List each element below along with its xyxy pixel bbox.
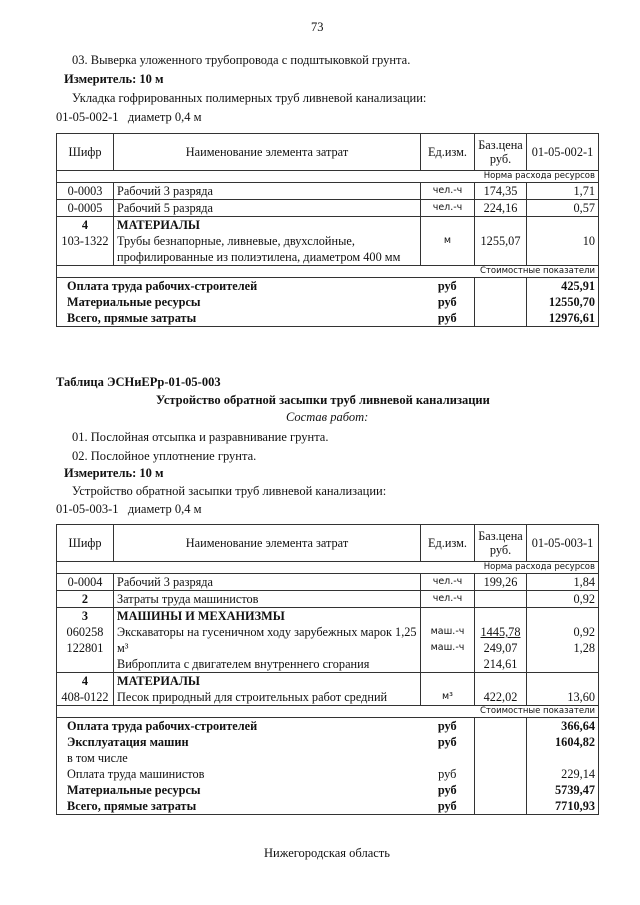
work-item: 03. Выверка уложенного трубопровода с подштыковкой грунта.	[72, 53, 411, 67]
resource-unit: чел.-ч	[432, 576, 463, 587]
norm-label: Норма расхода ресурсов	[57, 562, 599, 574]
total-row	[57, 782, 599, 798]
total-value: 12550,70	[527, 294, 599, 310]
header-code: Шифр	[57, 134, 114, 171]
norm-label: Норма расхода ресурсов	[57, 171, 599, 183]
total-value: 425,91	[527, 278, 599, 295]
cost-label: Стоимостные показатели	[57, 706, 599, 718]
resource-code: 0-0005	[67, 201, 103, 215]
header-row	[57, 134, 599, 171]
row-code	[57, 217, 114, 266]
resource-unit: чел.-ч	[432, 202, 463, 213]
total-unit	[421, 750, 475, 766]
header-row	[57, 525, 599, 562]
group-name: МАШИНЫ И МЕХАНИЗМЫ	[117, 609, 285, 623]
table-row	[57, 591, 599, 608]
resource-code: 2	[81, 592, 89, 606]
total-row	[57, 278, 599, 295]
code-line: 01-05-002-1 диаметр 0,4 м	[56, 110, 202, 124]
row-value	[527, 183, 599, 200]
header-column-code: 01-05-003-1	[527, 525, 599, 562]
table-row	[57, 608, 599, 673]
row-price	[475, 574, 527, 591]
total-value: 7710,93	[527, 798, 599, 815]
total-label: Всего, прямые затраты	[57, 310, 421, 327]
resource-name: Виброплита с двигателем внутреннего сгорания	[117, 657, 370, 671]
resource-unit: чел.-ч	[432, 185, 463, 196]
description: Укладка гофрированных полимерных труб ливневой канализации:	[72, 91, 427, 105]
row-price	[475, 200, 527, 217]
row-value	[527, 591, 599, 608]
row-unit	[421, 183, 475, 200]
total-value	[527, 750, 599, 766]
header-column-code: 01-05-002-1	[527, 134, 599, 171]
total-price-empty	[475, 278, 527, 295]
row-unit	[421, 673, 475, 706]
resource-name: Рабочий 5 разряда	[117, 201, 214, 215]
total-value: 229,14	[527, 766, 599, 782]
row-price	[475, 183, 527, 200]
resource-value: 1,71	[573, 184, 595, 198]
resource-name: Песок природный для строительных работ средний	[117, 690, 388, 704]
resource-price: 199,26	[483, 575, 518, 589]
header-name: Наименование элемента затрат	[114, 134, 421, 171]
resource-unit: м³	[442, 691, 453, 702]
total-label: Материальные ресурсы	[57, 294, 421, 310]
row-value	[527, 574, 599, 591]
row-name	[114, 608, 421, 673]
total-row	[57, 734, 599, 750]
resource-price-secondary: 249,07	[483, 641, 518, 655]
table-title: Таблица ЭСНиЕРр-01-05-003	[56, 375, 221, 389]
row-name	[114, 200, 421, 217]
row-code	[57, 591, 114, 608]
row-price	[475, 673, 527, 706]
row-code	[57, 183, 114, 200]
header-code: Шифр	[57, 525, 114, 562]
total-unit: руб	[421, 766, 475, 782]
row-value	[527, 200, 599, 217]
table-row	[57, 200, 599, 217]
resource-price: 1255,07	[480, 234, 521, 248]
row-code	[57, 608, 114, 673]
header-name: Наименование элемента затрат	[114, 525, 421, 562]
resource-code: 122801	[66, 641, 104, 655]
total-label: Оплата труда рабочих-строителей	[57, 718, 421, 735]
row-price	[475, 217, 527, 266]
row-price	[475, 591, 527, 608]
table-row	[57, 217, 599, 266]
resource-value: 10	[582, 234, 595, 248]
total-label: Материальные ресурсы	[57, 782, 421, 798]
cost-section-row	[57, 706, 599, 718]
total-label: Всего, прямые затраты	[57, 798, 421, 815]
total-unit: руб	[421, 798, 475, 815]
row-unit	[421, 200, 475, 217]
resource-value: 0,92	[573, 592, 595, 606]
total-price-empty	[475, 294, 527, 310]
total-price-empty	[475, 310, 527, 327]
row-price	[475, 608, 527, 673]
row-code	[57, 574, 114, 591]
resource-unit: чел.-ч	[432, 593, 463, 604]
row-unit	[421, 591, 475, 608]
row-name	[114, 591, 421, 608]
norm-section-row	[57, 562, 599, 574]
total-row	[57, 766, 599, 782]
resource-name: Рабочий 3 разряда	[117, 184, 214, 198]
resource-price: 174,35	[483, 184, 518, 198]
total-label: Оплата труда рабочих-строителей	[57, 278, 421, 295]
row-name	[114, 673, 421, 706]
row-code	[57, 673, 114, 706]
estimate-table-2	[56, 524, 599, 815]
row-value	[527, 673, 599, 706]
table-row	[57, 574, 599, 591]
total-unit: руб	[421, 734, 475, 750]
resource-unit: маш.-ч	[430, 642, 465, 653]
row-name	[114, 217, 421, 266]
resource-price: 422,02	[483, 690, 518, 704]
work-item: 02. Послойное уплотнение грунта.	[72, 449, 257, 463]
total-row	[57, 798, 599, 815]
total-unit: руб	[421, 310, 475, 327]
resource-name: Трубы безнапорные, ливневые, двухслойные, профилированные из полиэтилена, диаметром 400 мм	[117, 234, 401, 264]
resource-unit: маш.-ч	[430, 626, 465, 637]
resource-value: 0,57	[573, 201, 595, 215]
norm-section-row	[57, 171, 599, 183]
measure: Измеритель: 10 м	[64, 466, 164, 480]
resource-price: 1445,78	[480, 625, 521, 639]
total-unit: руб	[421, 782, 475, 798]
footer-region: Нижегородская область	[264, 846, 390, 860]
total-value: 366,64	[527, 718, 599, 735]
total-value: 12976,61	[527, 310, 599, 327]
total-value: 1604,82	[527, 734, 599, 750]
resource-price: 214,61	[483, 657, 518, 671]
resource-value: 1,28	[573, 641, 595, 655]
row-unit	[421, 608, 475, 673]
resource-unit: м	[443, 235, 452, 246]
resource-code: 408-0122	[61, 690, 109, 704]
resource-value: 13,60	[567, 690, 595, 704]
row-unit	[421, 217, 475, 266]
total-label: Оплата труда машинистов	[57, 766, 421, 782]
estimate-table-1	[56, 133, 599, 327]
total-price-empty	[475, 782, 527, 798]
section-heading: Устройство обратной засыпки труб ливневой канализации	[156, 393, 490, 407]
total-value: 5739,47	[527, 782, 599, 798]
resource-name: Экскаваторы на гусеничном ходу зарубежных марок 1,25 м³	[117, 625, 417, 655]
total-price-empty	[475, 766, 527, 782]
page-number: 73	[311, 20, 324, 34]
total-price-empty	[475, 750, 527, 766]
row-name	[114, 574, 421, 591]
group-name: МАТЕРИАЛЫ	[117, 674, 201, 688]
header-price: Баз.цена руб.	[475, 134, 527, 171]
total-row	[57, 750, 599, 766]
cost-section-row	[57, 266, 599, 278]
header-unit: Ед.изм.	[421, 134, 475, 171]
resource-code: 103-1322	[61, 234, 109, 248]
resource-value: 0,92	[573, 625, 595, 639]
total-price-empty	[475, 734, 527, 750]
total-price-empty	[475, 798, 527, 815]
header-price: Баз.цена руб.	[475, 525, 527, 562]
resource-code: 060258	[66, 625, 104, 639]
table-row	[57, 183, 599, 200]
group-name: МАТЕРИАЛЫ	[117, 218, 201, 232]
group-number: 4	[81, 218, 89, 232]
section-subheading: Состав работ:	[286, 410, 369, 424]
group-number: 4	[81, 674, 89, 688]
row-value	[527, 608, 599, 673]
table-row	[57, 673, 599, 706]
code-line: 01-05-003-1 диаметр 0,4 м	[56, 502, 202, 516]
group-number: 3	[81, 609, 89, 623]
total-label: Эксплуатация машин	[57, 734, 421, 750]
resource-name: Затраты труда машинистов	[117, 592, 259, 606]
total-row	[57, 294, 599, 310]
total-label: в том числе	[57, 750, 421, 766]
total-unit: руб	[421, 294, 475, 310]
resource-value: 1,84	[573, 575, 595, 589]
resource-code: 0-0004	[67, 575, 103, 589]
resource-name: Рабочий 3 разряда	[117, 575, 214, 589]
total-unit: руб	[421, 278, 475, 295]
total-unit: руб	[421, 718, 475, 735]
work-item: 01. Послойная отсыпка и разравнивание грунта.	[72, 430, 329, 444]
row-code	[57, 200, 114, 217]
measure: Измеритель: 10 м	[64, 72, 164, 86]
header-unit: Ед.изм.	[421, 525, 475, 562]
row-value	[527, 217, 599, 266]
total-row	[57, 310, 599, 327]
total-price-empty	[475, 718, 527, 735]
row-name	[114, 183, 421, 200]
resource-code: 0-0003	[67, 184, 103, 198]
description: Устройство обратной засыпки труб ливневой канализации:	[72, 484, 387, 498]
row-unit	[421, 574, 475, 591]
cost-label: Стоимостные показатели	[57, 266, 599, 278]
resource-price: 224,16	[483, 201, 518, 215]
total-row	[57, 718, 599, 735]
